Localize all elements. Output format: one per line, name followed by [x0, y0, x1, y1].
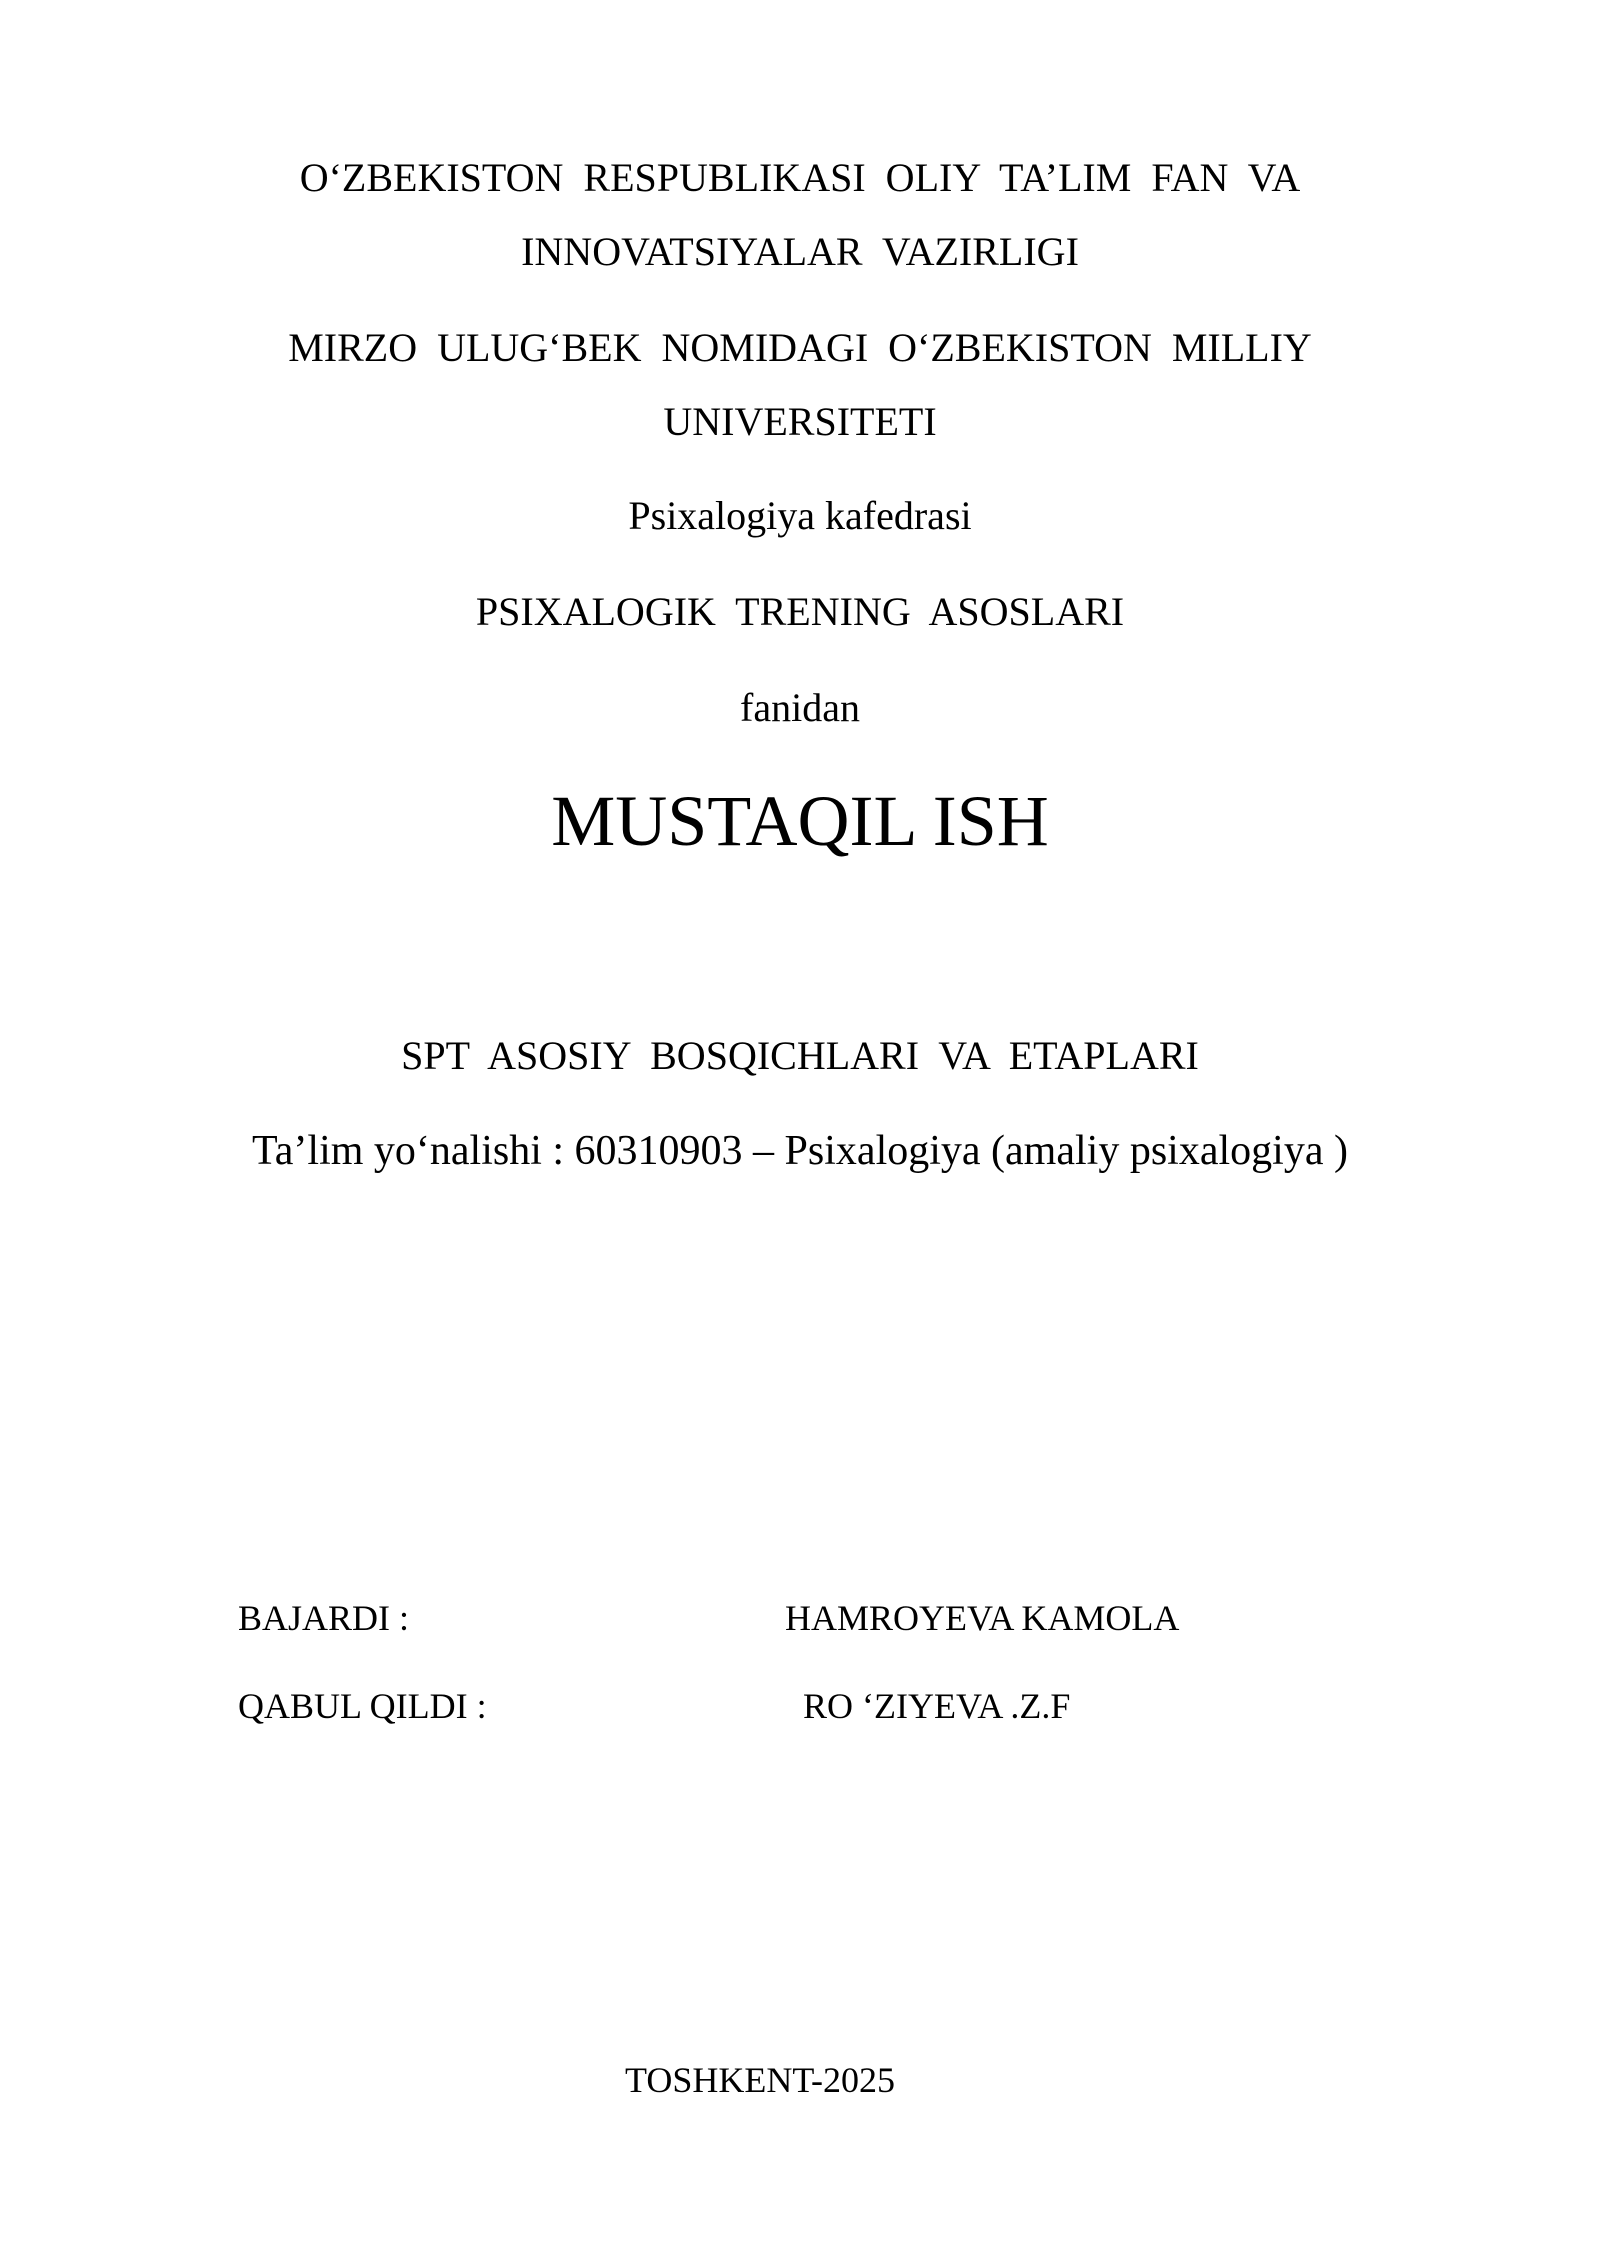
university-heading-line2: UNIVERSITETI [663, 399, 937, 444]
accepted-by-name: RO ‘ZIYEVA .Z.F [803, 1686, 1071, 1726]
done-by-name: HAMROYEVA KAMOLA [785, 1598, 1180, 1638]
document-title: MUSTAQIL ISH [551, 781, 1049, 861]
subject-name: PSIXALOGIK TRENING ASOSLARI [475, 589, 1125, 634]
study-direction: Ta’lim yo‘nalishi : 60310903 – Psixalogiya (amaliy psixalogiya ) [252, 1128, 1348, 1174]
topic-title: SPT ASOSIY BOSQICHLARI VA ETAPLARI [401, 1033, 1199, 1078]
accepted-by-label: QABUL QILDI : [238, 1686, 487, 1726]
done-by-label: BAJARDI : [238, 1598, 410, 1638]
department-name: Psixalogiya kafedrasi [628, 493, 972, 538]
university-heading-line1: MIRZO ULUG‘BEK NOMIDAGI O‘ZBEKISTON MILLIY [288, 325, 1312, 370]
subject-suffix: fanidan [740, 685, 860, 730]
ministry-heading-line2: INNOVATSIYALAR VAZIRLIGI [521, 229, 1079, 274]
city-year: TOSHKENT-2025 [625, 2060, 896, 2100]
ministry-heading-line1: O‘ZBEKISTON RESPUBLIKASI OLIY TA’LIM FAN VA [299, 155, 1301, 200]
